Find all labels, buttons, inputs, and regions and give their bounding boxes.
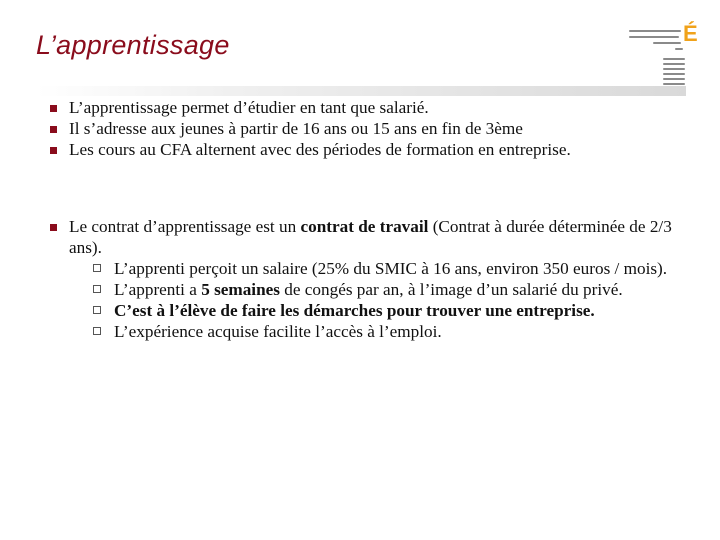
title-divider — [36, 86, 686, 96]
hollow-square-bullet-icon — [93, 306, 101, 314]
slide-title: L’apprentissage — [36, 30, 230, 60]
sub-bullet-item — [93, 258, 690, 279]
bullet-text: Il s’adresse aux jeunes à partir de 16 ans ou 15 ans en fin de 3ème — [69, 119, 523, 138]
sub-bullet-text-b: de congés par an, à l’image d’un salarié du privé. — [279, 280, 623, 299]
bullet-item — [50, 97, 690, 118]
bullet-text: Les cours au CFA alternent avec des périodes de formation en entreprise. — [69, 140, 571, 159]
square-bullet-icon — [50, 224, 57, 231]
square-bullet-icon — [50, 147, 57, 154]
sub-bullet-text: L’apprenti perçoit un salaire (25% du SMIC à 16 ans, environ 350 euros / mois). — [114, 259, 668, 278]
bullet-item — [50, 139, 690, 160]
sub-bullet-text: L’expérience acquise facilite l’accès à l’emploi. — [114, 322, 442, 341]
sub-bullet-item — [93, 300, 690, 321]
hollow-square-bullet-icon — [93, 264, 101, 272]
square-bullet-icon — [50, 105, 57, 112]
sub-bullet-text-a: L’apprenti a — [114, 280, 202, 299]
bullet-text: L’apprentissage permet d’étudier en tant que salarié. — [69, 98, 429, 117]
contract-intro-2: (Contrat à durée déterminée de 2/3 ans). — [69, 217, 672, 257]
bullet-item-contract — [50, 216, 690, 342]
square-bullet-icon — [50, 126, 57, 133]
bullet-list — [50, 97, 690, 342]
sub-bullet-item — [93, 279, 690, 300]
hollow-square-bullet-icon — [93, 327, 101, 335]
contract-intro-1: Le contrat d’apprentissage est un — [69, 217, 301, 236]
contract-intro-bold: contrat de travail — [300, 217, 429, 236]
hollow-square-bullet-icon — [93, 285, 101, 293]
logo-e-mark: É — [683, 21, 698, 46]
sub-bullet-list — [69, 258, 690, 342]
sub-bullet-bold: 5 semaines — [201, 280, 280, 299]
sub-bullet-text-bold: C’est à l’élève de faire les démarches pour trouver une entreprise. — [114, 301, 595, 320]
bullet-item — [50, 118, 690, 139]
sub-bullet-item — [93, 321, 690, 342]
